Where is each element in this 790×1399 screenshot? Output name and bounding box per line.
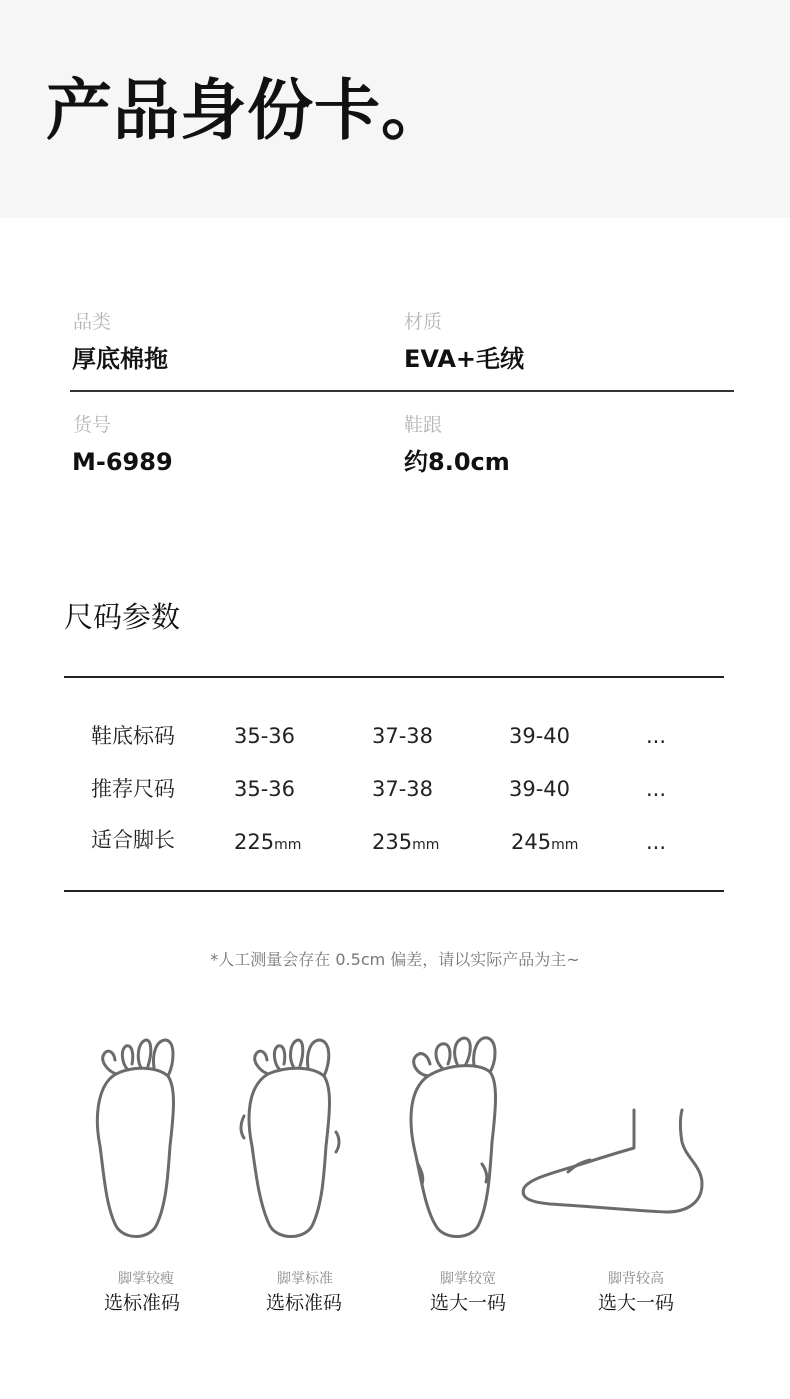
table-row-label: 鞋底标码 — [91, 724, 175, 748]
item-no-value: M-6989 — [72, 448, 173, 476]
high-instep-foot-icon — [516, 1106, 708, 1218]
material-value: EVA+毛绒 — [404, 345, 525, 373]
table-row-label: 推荐尺码 — [91, 777, 175, 801]
heel-label: 鞋跟 — [404, 414, 443, 436]
spec-divider — [70, 390, 734, 392]
foot-type-label: 脚掌标准 — [277, 1271, 333, 1287]
table-cell: 35-36 — [234, 777, 296, 801]
foot-advice-label: 选标准码 — [103, 1292, 180, 1314]
table-cell: 39-40 — [509, 777, 571, 801]
foot-length-value: 225 — [234, 830, 275, 854]
material-label: 材质 — [404, 311, 443, 333]
table-cell — [372, 832, 439, 853]
page-title: 产品身份卡。 — [46, 72, 448, 149]
foot-advice-label: 选标准码 — [265, 1292, 342, 1314]
table-cell: 37-38 — [372, 777, 434, 801]
table-cell: 37-38 — [372, 724, 434, 748]
table-bottom-rule — [64, 890, 724, 892]
foot-advice-label: 选大一码 — [597, 1292, 674, 1314]
thin-foot-icon — [86, 1036, 186, 1242]
unit-label: mm — [551, 837, 579, 853]
foot-type-label: 脚掌较宽 — [440, 1271, 496, 1287]
category-label: 品类 — [73, 311, 112, 333]
unit-label: mm — [412, 837, 440, 853]
unit-label: mm — [274, 837, 302, 853]
size-section-title: 尺码参数 — [64, 600, 181, 634]
foot-length-value: 245 — [511, 830, 552, 854]
wide-foot-icon — [404, 1034, 504, 1242]
table-cell: ... — [646, 724, 667, 748]
table-cell: 39-40 — [509, 724, 571, 748]
disclaimer-note: *人工测量会存在 0.5cm 偏差，请以实际产品为主~ — [210, 950, 580, 969]
table-top-rule — [64, 676, 724, 678]
foot-advice-label: 选大一码 — [429, 1292, 506, 1314]
header-banner — [0, 0, 790, 218]
table-row-label: 适合脚长 — [91, 828, 175, 852]
item-no-label: 货号 — [73, 414, 112, 436]
table-cell: ... — [646, 830, 667, 854]
foot-type-label: 脚掌较瘦 — [118, 1271, 174, 1287]
table-cell — [511, 832, 578, 853]
heel-value: 约8.0cm — [404, 448, 510, 476]
foot-length-value: 235 — [372, 830, 413, 854]
table-cell — [234, 832, 301, 853]
standard-foot-icon — [238, 1036, 346, 1242]
table-cell: 35-36 — [234, 724, 296, 748]
foot-type-label: 脚背较高 — [608, 1271, 664, 1287]
table-cell: ... — [646, 777, 667, 801]
category-value: 厚底棉拖 — [72, 345, 168, 373]
